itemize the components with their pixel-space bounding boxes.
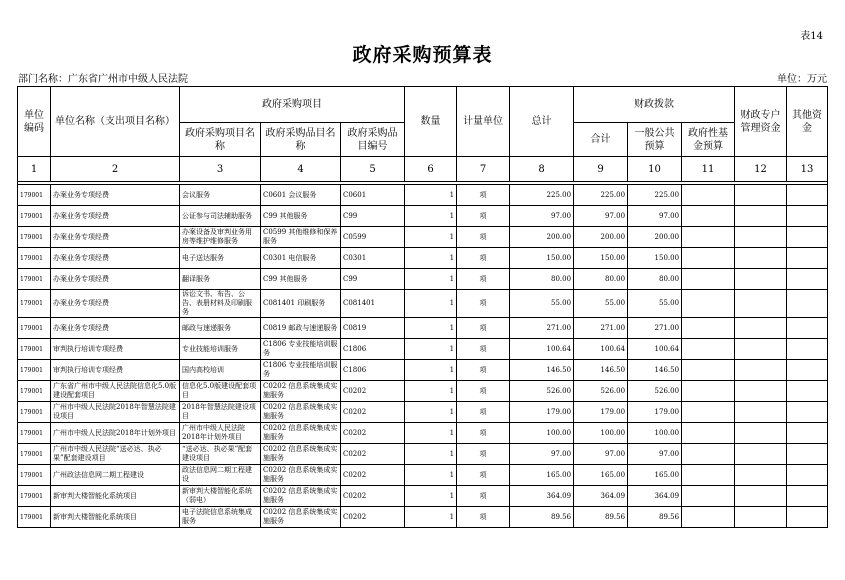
general-budget-cell: 100.00: [628, 423, 682, 444]
subtotal-cell: 225.00: [574, 185, 628, 206]
gov-fund-budget-cell: [682, 339, 735, 360]
other-funds-cell: [787, 402, 828, 423]
gov-fund-budget-cell: [682, 269, 735, 290]
table-row: [18, 423, 828, 444]
category-code-cell: C081401: [341, 290, 405, 318]
column-number: 1: [18, 157, 51, 182]
total-cell: 100.00: [510, 423, 574, 444]
quantity-cell: 1: [405, 227, 457, 248]
total-cell: 200.00: [510, 227, 574, 248]
column-number: 9: [574, 157, 628, 182]
item-name-cell: 信息化5.0版建设配套项目: [180, 381, 261, 402]
item-name-cell: 会议服务: [180, 185, 261, 206]
table-row: [18, 227, 828, 248]
category-name-cell: C99 其他服务: [261, 206, 341, 227]
unit-name-cell: 办案业务专项经费: [51, 206, 180, 227]
general-budget-cell: 200.00: [628, 227, 682, 248]
subtotal-cell: 55.00: [574, 290, 628, 318]
gov-fund-budget-cell: [682, 402, 735, 423]
quantity-cell: 1: [405, 185, 457, 206]
unit-code-cell: 179001: [18, 381, 51, 402]
header-fiscal-funds: 财政拨款: [574, 87, 735, 123]
table-row: [18, 206, 828, 227]
other-funds-cell: [787, 444, 828, 465]
category-code-cell: C0202: [341, 444, 405, 465]
quantity-cell: 1: [405, 465, 457, 486]
category-name-cell: C0601 会议服务: [261, 185, 341, 206]
subtotal-cell: 526.00: [574, 381, 628, 402]
measure-unit-cell: 项: [457, 269, 510, 290]
other-funds-cell: [787, 185, 828, 206]
total-cell: 165.00: [510, 465, 574, 486]
gov-fund-budget-cell: [682, 227, 735, 248]
other-funds-cell: [787, 381, 828, 402]
unit-name-cell: 审判执行培训专项经费: [51, 339, 180, 360]
general-budget-cell: 225.00: [628, 185, 682, 206]
unit-name-cell: 办案业务专项经费: [51, 185, 180, 206]
gov-fund-budget-cell: [682, 507, 735, 528]
special-fund-cell: [735, 465, 787, 486]
special-fund-cell: [735, 402, 787, 423]
unit-name-cell: 广东省广州市中级人民法院信息化5.0版建设配套项目: [51, 381, 180, 402]
category-name-cell: C99 其他服务: [261, 269, 341, 290]
header-quantity: 数量: [405, 87, 457, 157]
unit-code-cell: 179001: [18, 339, 51, 360]
measure-unit-cell: 项: [457, 360, 510, 381]
unit-name-cell: 广州政法信息网二期工程建设: [51, 465, 180, 486]
gov-fund-budget-cell: [682, 290, 735, 318]
gov-fund-budget-cell: [682, 248, 735, 269]
general-budget-cell: 97.00: [628, 206, 682, 227]
header-other-funds: 其他资金: [787, 87, 828, 157]
measure-unit-cell: 项: [457, 339, 510, 360]
general-budget-cell: 271.00: [628, 318, 682, 339]
category-code-cell: C0599: [341, 227, 405, 248]
unit-label: 单位：万元: [777, 74, 827, 85]
column-number: 10: [628, 157, 682, 182]
subtotal-cell: 100.00: [574, 423, 628, 444]
special-fund-cell: [735, 339, 787, 360]
unit-name-cell: 办案业务专项经费: [51, 227, 180, 248]
table-row: [18, 269, 828, 290]
special-fund-cell: [735, 248, 787, 269]
category-name-cell: C0599 其他维修和保养服务: [261, 227, 341, 248]
item-name-cell: 翻译服务: [180, 269, 261, 290]
subtotal-cell: 146.50: [574, 360, 628, 381]
total-cell: 55.00: [510, 290, 574, 318]
unit-code-cell: 179001: [18, 360, 51, 381]
table-row: [18, 290, 828, 318]
quantity-cell: 1: [405, 318, 457, 339]
general-budget-cell: 179.00: [628, 402, 682, 423]
category-code-cell: C0819: [341, 318, 405, 339]
column-number: 12: [735, 157, 787, 182]
measure-unit-cell: 项: [457, 248, 510, 269]
unit-code-cell: 179001: [18, 318, 51, 339]
column-number-row: [18, 157, 828, 182]
department-label: 部门名称：广东省广州市中级人民法院: [18, 74, 188, 85]
column-number: 13: [787, 157, 828, 182]
header-measure-unit: 计量单位: [457, 87, 510, 157]
unit-name-cell: 办案业务专项经费: [51, 269, 180, 290]
category-code-cell: C0301: [341, 248, 405, 269]
gov-fund-budget-cell: [682, 444, 735, 465]
unit-code-cell: 179001: [18, 486, 51, 507]
unit-code-cell: 179001: [18, 507, 51, 528]
other-funds-cell: [787, 269, 828, 290]
unit-name-cell: 广州市中级人民法院2018年计划外项目: [51, 423, 180, 444]
subtotal-cell: 165.00: [574, 465, 628, 486]
unit-code-cell: 179001: [18, 290, 51, 318]
header-total: 总计: [510, 87, 574, 157]
item-name-cell: 邮政与速递服务: [180, 318, 261, 339]
category-name-cell: C1806 专业技能培训服务: [261, 360, 341, 381]
category-code-cell: C1806: [341, 360, 405, 381]
other-funds-cell: [787, 206, 828, 227]
special-fund-cell: [735, 381, 787, 402]
unit-name-cell: 审判执行培训专项经费: [51, 360, 180, 381]
total-cell: 179.00: [510, 402, 574, 423]
gov-fund-budget-cell: [682, 318, 735, 339]
total-cell: 271.00: [510, 318, 574, 339]
general-budget-cell: 97.00: [628, 444, 682, 465]
category-code-cell: C99: [341, 269, 405, 290]
table-row: [18, 381, 828, 402]
item-name-cell: 政法信息网二期工程建设: [180, 465, 261, 486]
item-name-cell: 广州市中级人民法院2018年计划外项目: [180, 423, 261, 444]
quantity-cell: 1: [405, 290, 457, 318]
total-cell: 100.64: [510, 339, 574, 360]
special-fund-cell: [735, 507, 787, 528]
unit-code-cell: 179001: [18, 248, 51, 269]
general-budget-cell: 526.00: [628, 381, 682, 402]
quantity-cell: 1: [405, 339, 457, 360]
quantity-cell: 1: [405, 402, 457, 423]
special-fund-cell: [735, 290, 787, 318]
other-funds-cell: [787, 339, 828, 360]
header-item-name: 政府采购项目名称: [180, 123, 261, 157]
header-category-name: 政府采购品目名称: [261, 123, 341, 157]
gov-fund-budget-cell: [682, 486, 735, 507]
total-cell: 80.00: [510, 269, 574, 290]
total-cell: 146.50: [510, 360, 574, 381]
item-name-cell: “送必达、执必果”配套建设项目: [180, 444, 261, 465]
unit-code-cell: 179001: [18, 423, 51, 444]
special-fund-cell: [735, 269, 787, 290]
total-cell: 150.00: [510, 248, 574, 269]
item-name-cell: 电子送达服务: [180, 248, 261, 269]
category-name-cell: C0202 信息系统集成实施服务: [261, 423, 341, 444]
category-code-cell: C0202: [341, 402, 405, 423]
category-code-cell: C0202: [341, 381, 405, 402]
table-row: [18, 339, 828, 360]
measure-unit-cell: 项: [457, 206, 510, 227]
quantity-cell: 1: [405, 248, 457, 269]
other-funds-cell: [787, 227, 828, 248]
unit-name-cell: 办案业务专项经费: [51, 248, 180, 269]
item-name-cell: 新审判大楼智能化系统（弱电）: [180, 486, 261, 507]
measure-unit-cell: 项: [457, 290, 510, 318]
other-funds-cell: [787, 507, 828, 528]
general-budget-cell: 80.00: [628, 269, 682, 290]
category-name-cell: C0202 信息系统集成实施服务: [261, 486, 341, 507]
other-funds-cell: [787, 360, 828, 381]
measure-unit-cell: 项: [457, 507, 510, 528]
total-cell: 225.00: [510, 185, 574, 206]
general-budget-cell: 165.00: [628, 465, 682, 486]
category-code-cell: C99: [341, 206, 405, 227]
subtotal-cell: 97.00: [574, 206, 628, 227]
category-code-cell: C0601: [341, 185, 405, 206]
table-row: [18, 465, 828, 486]
general-budget-cell: 55.00: [628, 290, 682, 318]
quantity-cell: 1: [405, 486, 457, 507]
subtotal-cell: 89.56: [574, 507, 628, 528]
other-funds-cell: [787, 423, 828, 444]
measure-unit-cell: 项: [457, 227, 510, 248]
measure-unit-cell: 项: [457, 486, 510, 507]
unit-name-cell: 办案业务专项经费: [51, 290, 180, 318]
table-row: [18, 486, 828, 507]
header-gov-fund-budget: 政府性基金预算: [682, 123, 735, 157]
special-fund-cell: [735, 227, 787, 248]
column-number: 4: [261, 157, 341, 182]
item-name-cell: 2018年智慧法院建设项目: [180, 402, 261, 423]
category-code-cell: C0202: [341, 423, 405, 444]
unit-name-cell: 办案业务专项经费: [51, 318, 180, 339]
item-name-cell: 公证参与司法辅助服务: [180, 206, 261, 227]
column-number: 5: [341, 157, 405, 182]
header-general-budget: 一般公共预算: [628, 123, 682, 157]
subtotal-cell: 179.00: [574, 402, 628, 423]
gov-fund-budget-cell: [682, 206, 735, 227]
category-name-cell: C1806 专业技能培训服务: [261, 339, 341, 360]
measure-unit-cell: 项: [457, 465, 510, 486]
table-row: [18, 318, 828, 339]
category-code-cell: C0202: [341, 507, 405, 528]
item-name-cell: 电子法院信息系统集成服务: [180, 507, 261, 528]
item-name-cell: 诉讼文书、布告、公告、表册材料及印刷服务: [180, 290, 261, 318]
subtotal-cell: 80.00: [574, 269, 628, 290]
column-number: 11: [682, 157, 735, 182]
header-special-fund: 财政专户管理资金: [735, 87, 787, 157]
table-row: [18, 360, 828, 381]
category-name-cell: C0819 邮政与速递服务: [261, 318, 341, 339]
unit-name-cell: 广州市中级人民法院2018年智慧法院建设项目: [51, 402, 180, 423]
item-name-cell: 办案设备及审判业务用房等维护维修服务: [180, 227, 261, 248]
item-name-cell: 国内高校培训: [180, 360, 261, 381]
unit-code-cell: 179001: [18, 465, 51, 486]
category-code-cell: C0202: [341, 465, 405, 486]
category-name-cell: C0202 信息系统集成实施服务: [261, 465, 341, 486]
subtotal-cell: 100.64: [574, 339, 628, 360]
page-title: 政府采购预算表: [352, 44, 493, 66]
category-name-cell: C0202 信息系统集成实施服务: [261, 444, 341, 465]
table-row: [18, 444, 828, 465]
unit-code-cell: 179001: [18, 185, 51, 206]
measure-unit-cell: 项: [457, 423, 510, 444]
category-code-cell: C0202: [341, 486, 405, 507]
measure-unit-cell: 项: [457, 381, 510, 402]
table-row: [18, 248, 828, 269]
other-funds-cell: [787, 290, 828, 318]
unit-code-cell: 179001: [18, 227, 51, 248]
header-procurement-item: 政府采购项目: [180, 87, 405, 123]
special-fund-cell: [735, 360, 787, 381]
column-number: 7: [457, 157, 510, 182]
header-unit-name: 单位名称（支出项目名称）: [51, 87, 180, 157]
header-subtotal: 合计: [574, 123, 628, 157]
measure-unit-cell: 项: [457, 318, 510, 339]
subtotal-cell: 271.00: [574, 318, 628, 339]
category-code-cell: C1806: [341, 339, 405, 360]
general-budget-cell: 364.09: [628, 486, 682, 507]
gov-fund-budget-cell: [682, 185, 735, 206]
category-name-cell: C0202 信息系统集成实施服务: [261, 381, 341, 402]
table-row: [18, 507, 828, 528]
procurement-budget-table: [17, 86, 828, 528]
unit-name-cell: 新审判大楼智能化系统项目: [51, 486, 180, 507]
gov-fund-budget-cell: [682, 360, 735, 381]
quantity-cell: 1: [405, 444, 457, 465]
unit-code-cell: 179001: [18, 402, 51, 423]
category-name-cell: C0202 信息系统集成实施服务: [261, 507, 341, 528]
quantity-cell: 1: [405, 423, 457, 444]
other-funds-cell: [787, 465, 828, 486]
measure-unit-cell: 项: [457, 402, 510, 423]
quantity-cell: 1: [405, 360, 457, 381]
total-cell: 526.00: [510, 381, 574, 402]
general-budget-cell: 100.64: [628, 339, 682, 360]
total-cell: 97.00: [510, 206, 574, 227]
table-row: [18, 402, 828, 423]
quantity-cell: 1: [405, 381, 457, 402]
subtotal-cell: 97.00: [574, 444, 628, 465]
category-name-cell: C081401 印刷服务: [261, 290, 341, 318]
other-funds-cell: [787, 248, 828, 269]
quantity-cell: 1: [405, 507, 457, 528]
general-budget-cell: 146.50: [628, 360, 682, 381]
total-cell: 364.09: [510, 486, 574, 507]
unit-code-cell: 179001: [18, 444, 51, 465]
general-budget-cell: 150.00: [628, 248, 682, 269]
unit-code-cell: 179001: [18, 269, 51, 290]
special-fund-cell: [735, 423, 787, 444]
subtotal-cell: 364.09: [574, 486, 628, 507]
special-fund-cell: [735, 318, 787, 339]
subtotal-cell: 200.00: [574, 227, 628, 248]
unit-code-cell: 179001: [18, 206, 51, 227]
column-number: 3: [180, 157, 261, 182]
other-funds-cell: [787, 486, 828, 507]
special-fund-cell: [735, 206, 787, 227]
gov-fund-budget-cell: [682, 423, 735, 444]
table-number-tag: 表14: [800, 31, 823, 42]
item-name-cell: 专业技能培训服务: [180, 339, 261, 360]
header-category-code: 政府采购品目编号: [341, 123, 405, 157]
unit-name-cell: 广州市中级人民法院“送必达、执必果”配套建设项目: [51, 444, 180, 465]
subtotal-cell: 150.00: [574, 248, 628, 269]
category-name-cell: C0202 信息系统集成实施服务: [261, 402, 341, 423]
special-fund-cell: [735, 444, 787, 465]
total-cell: 97.00: [510, 444, 574, 465]
header-unit-code: 单位编码: [18, 87, 51, 157]
quantity-cell: 1: [405, 269, 457, 290]
special-fund-cell: [735, 486, 787, 507]
column-number: 6: [405, 157, 457, 182]
special-fund-cell: [735, 185, 787, 206]
general-budget-cell: 89.56: [628, 507, 682, 528]
unit-name-cell: 新审判大楼智能化系统项目: [51, 507, 180, 528]
category-name-cell: C0301 电信服务: [261, 248, 341, 269]
gov-fund-budget-cell: [682, 381, 735, 402]
total-cell: 89.56: [510, 507, 574, 528]
column-number: 2: [51, 157, 180, 182]
table-row: [18, 185, 828, 206]
measure-unit-cell: 项: [457, 444, 510, 465]
other-funds-cell: [787, 318, 828, 339]
column-number: 8: [510, 157, 574, 182]
quantity-cell: 1: [405, 206, 457, 227]
gov-fund-budget-cell: [682, 465, 735, 486]
measure-unit-cell: 项: [457, 185, 510, 206]
